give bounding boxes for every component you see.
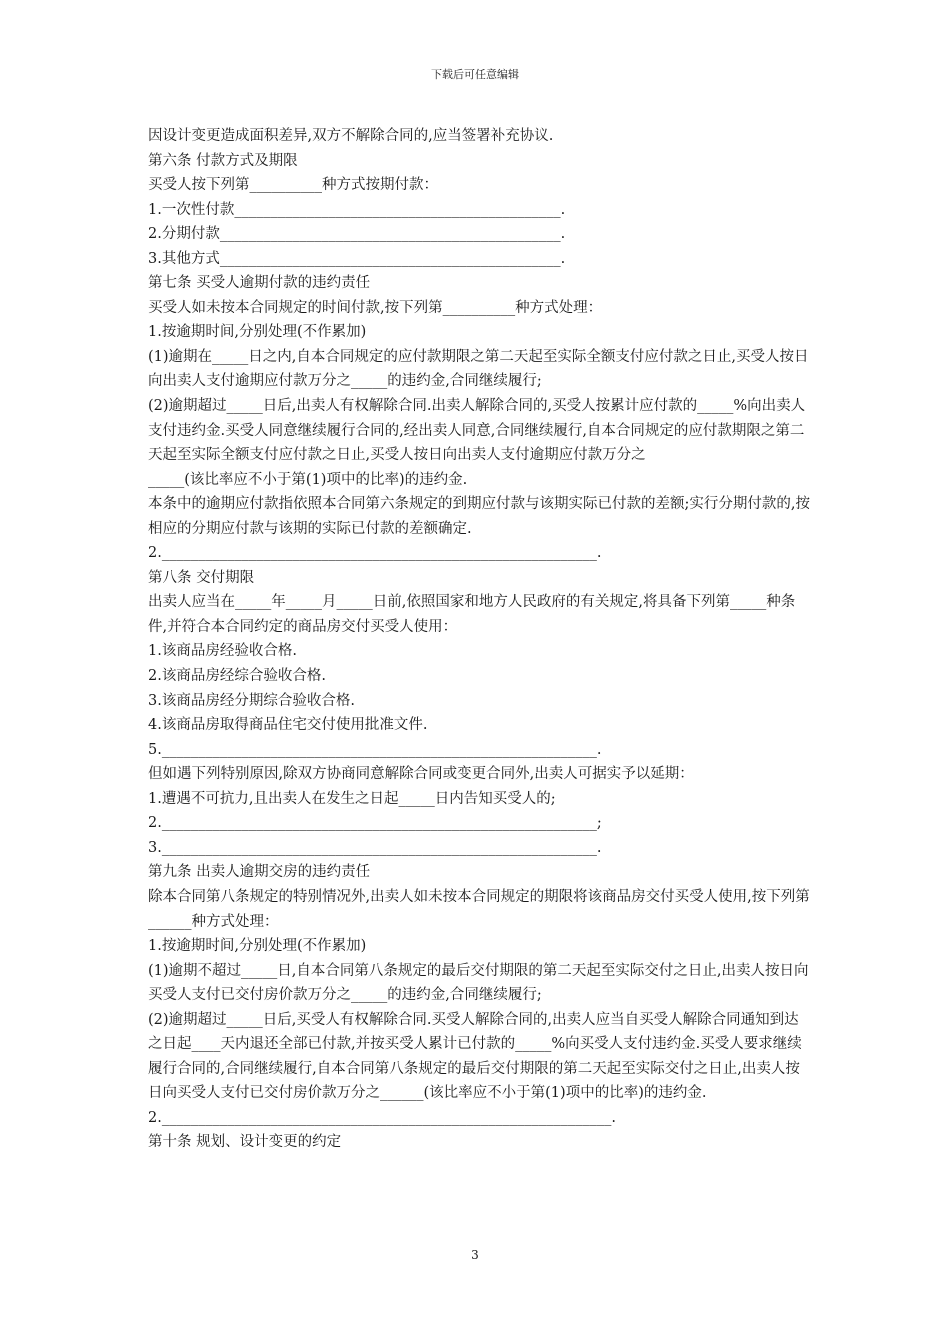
- list-item: 2.分期付款_______________________________________________.: [148, 226, 566, 243]
- paragraph: 买受人如未按本合同规定的时间付款,按下列第__________种方式处理：: [148, 299, 603, 316]
- paragraph: 因设计变更造成面积差异,双方不解除合同的,应当签署补充协议.: [148, 128, 554, 144]
- list-item: 1.遭遇不可抗力,且出卖人在发生之日起_____日内告知买受人的;: [148, 790, 556, 807]
- paragraph: 买受人按下列第__________种方式按期付款：: [148, 177, 438, 194]
- section-heading-7: 第七条 买受人逾期付款的违约责任: [148, 275, 371, 292]
- list-item: 1.按逾期时间,分别处理(不作累加): [148, 324, 367, 341]
- list-item: 5.____________________________________________________________.: [148, 741, 602, 758]
- page-header: 下载后可任意编辑: [431, 68, 519, 81]
- list-item: 3.该商品房经分期综合验收合格.: [148, 692, 355, 709]
- list-item: 1.一次性付款_____________________________________________.: [148, 201, 566, 218]
- paragraph: (2)逾期超过_____日后,出卖人有权解除合同.出卖人解除合同的,买受人按累计应付款的_____%向出卖人支付违约金.买受人同意继续履行合同的,经出卖人同意,合同继续履行,自本合同规定的应付款期限之第二天起至实际全额支付应付款之日止,买受人按日向出卖人支付逾期应付款万分之: [148, 398, 806, 464]
- list-item: 3.其他方式_______________________________________________.: [148, 250, 566, 267]
- page-number: 3: [471, 1248, 479, 1262]
- paragraph: 除本合同第八条规定的特别情况外,出卖人如未按本合同规定的期限将该商品房交付买受人使用,按下列第______种方式处理：: [148, 888, 810, 930]
- paragraph: 出卖人应当在_____年_____月_____日前,依照国家和地方人民政府的有关规定,将具备下列第_____种条件,并符合本合同约定的商品房交付买受人使用：: [148, 594, 796, 635]
- paragraph: (1)逾期在_____日之内,自本合同规定的应付款期限之第二天起至实际全额支付应付款之日止,买受人按日向出卖人支付逾期应付款万分之_____的违约金,合同继续履行;: [148, 348, 809, 390]
- list-item: 3.____________________________________________________________.: [148, 839, 602, 856]
- section-heading-10: 第十条 规划、设计变更的约定: [148, 1134, 342, 1151]
- list-item: 4.该商品房取得商品住宅交付使用批准文件.: [148, 717, 428, 734]
- list-item: 1.该商品房经验收合格.: [148, 643, 297, 660]
- section-heading-8: 第八条 交付期限: [148, 569, 255, 586]
- list-item: 2.______________________________________________________________.: [148, 1109, 616, 1126]
- list-item: 2.该商品房经综合验收合格.: [148, 668, 326, 685]
- paragraph: (1)逾期不超过_____日,自本合同第八条规定的最后交付期限的第二天起至实际交付之日止,出卖人按日向买受人支付已交付房价款万分之_____的违约金,合同继续履行;: [148, 962, 809, 1004]
- paragraph: (2)逾期超过_____日后,买受人有权解除合同.买受人解除合同的,出卖人应当自买受人解除合同通知到达之日起____天内退还全部已付款,并按买受人累计已付款的_____%向买受人支付违约金.买受人要求继续履行合同的,合同继续履行,自本合同第八条规定的最后交付期限的第二天起至实际交付之日止,出卖人按日向买受人支付已交付房价款万分之______(该比率应不小于第(1)项中的比率)的违约金.: [148, 1011, 802, 1102]
- section-heading-6: 第六条 付款方式及期限: [148, 152, 298, 169]
- list-item: 1.按逾期时间,分别处理(不作累加): [148, 938, 367, 955]
- list-item: 2.____________________________________________________________;: [148, 815, 602, 832]
- section-heading-9: 第九条 出卖人逾期交房的违约责任: [148, 864, 371, 881]
- list-item: 2.____________________________________________________________.: [148, 545, 602, 562]
- paragraph: 但如遇下列特别原因,除双方协商同意解除合同或变更合同外,出卖人可据实予以延期：: [148, 766, 694, 783]
- document-body: [148, 124, 810, 1155]
- paragraph: _____(该比率应不小于第(1)项中的比率)的违约金.: [148, 471, 468, 488]
- paragraph: 本条中的逾期应付款指依照本合同第六条规定的到期应付款与该期实际已付款的差额;实行分期付款的,按相应的分期应付款与该期的实际已付款的差额确定.: [148, 496, 810, 537]
